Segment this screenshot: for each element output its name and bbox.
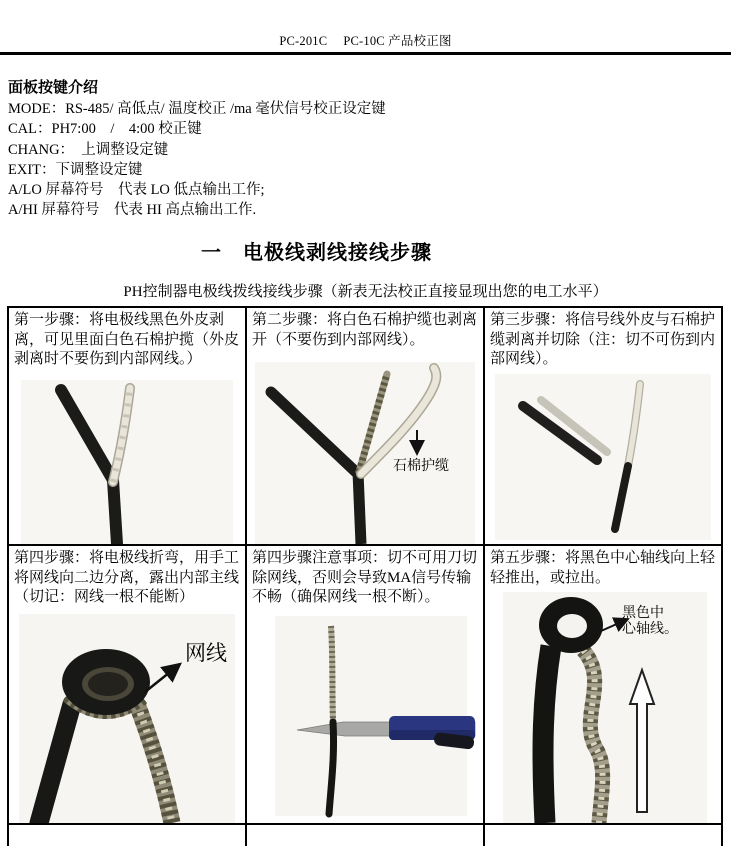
- panel-line-ahi: A/HI 屏幕符号 代表 HI 高点输出工作.: [8, 202, 257, 219]
- panel-line-mode: MODE：RS-485/ 高低点/ 温度校正 /ma 毫伏信号校正设定键: [8, 101, 386, 117]
- black-axis-label-line2: 心轴线。: [622, 622, 678, 637]
- panel-intro-section: [8, 78, 608, 221]
- loop-hole: [88, 672, 128, 696]
- mesh-wire-label: 网线: [185, 641, 227, 665]
- step4-text: 第四步骤：将电极线折弯，用手工将网线向二边分离，露出内部主线（切记：网线一根不能断）: [14, 550, 240, 605]
- section-title: 一 电极线剥线接线步骤: [201, 242, 432, 264]
- table-row-3-stub: [9, 825, 721, 846]
- black-axis-label: [622, 606, 678, 638]
- step1-cell: [9, 308, 247, 544]
- panel-line-exit: EXIT：下调整设定键: [8, 161, 143, 178]
- step3-cell: [485, 308, 721, 544]
- asbestos-sleeve-label: 石棉护缆: [393, 459, 449, 474]
- row3-cell-2: [247, 825, 485, 846]
- panel-line-alo: A/LO 屏幕符号 代表 LO 低点输出工作;: [8, 182, 265, 199]
- table-row-2: [9, 546, 721, 825]
- photo-background: [495, 374, 711, 540]
- doc-title: PC-201C PC-10C 产品校正图: [279, 34, 452, 48]
- panel-line-cal: CAL：PH7:00 / 4:00 校正键: [8, 121, 202, 138]
- step4-note-cell: [247, 546, 485, 823]
- header-rule: [0, 52, 731, 55]
- panel-intro-heading: 面板按键介绍: [8, 80, 99, 96]
- step2-cell: [247, 308, 485, 544]
- row3-cell-3: [485, 825, 721, 846]
- step4-note-text: 第四步骤注意事项：切不可用刀切除网线，否则会导致MA信号传输不畅（确保网线一根不断）。: [252, 550, 478, 605]
- step5-cell: [485, 546, 721, 823]
- black-cable-body: [543, 646, 551, 823]
- step1-text: 第一步骤：将电极线黑色外皮剥离，可见里面白色石棉护揽（外皮剥离时不要伤到内部网线。）: [14, 312, 240, 367]
- step4-cell: [9, 546, 247, 823]
- cable-stem: [358, 472, 361, 544]
- panel-line-chang: CHANG： 上调整设定键: [8, 141, 169, 158]
- step3-text: 第三步骤：将信号线外皮与石棉护缆剥离并切除（注：切不可伤到内部网线）。: [490, 312, 716, 367]
- loop-hole: [557, 614, 587, 638]
- row3-cell-1: [9, 825, 247, 846]
- step2-text: 第二步骤：将白色石棉护缆也剥离开（不要伤到内部网线）。: [252, 312, 478, 348]
- section-subtitle: PH控制器电极线拨线接线步骤（新表无法校正直接显现出您的电工水平）: [123, 284, 608, 300]
- steps-table: [7, 306, 723, 846]
- black-axis-label-line1: 黑色中: [622, 606, 664, 621]
- step5-text: 第五步骤：将黑色中心轴线向上轻轻推出，或拉出。: [490, 550, 716, 586]
- table-row-1: [9, 308, 721, 546]
